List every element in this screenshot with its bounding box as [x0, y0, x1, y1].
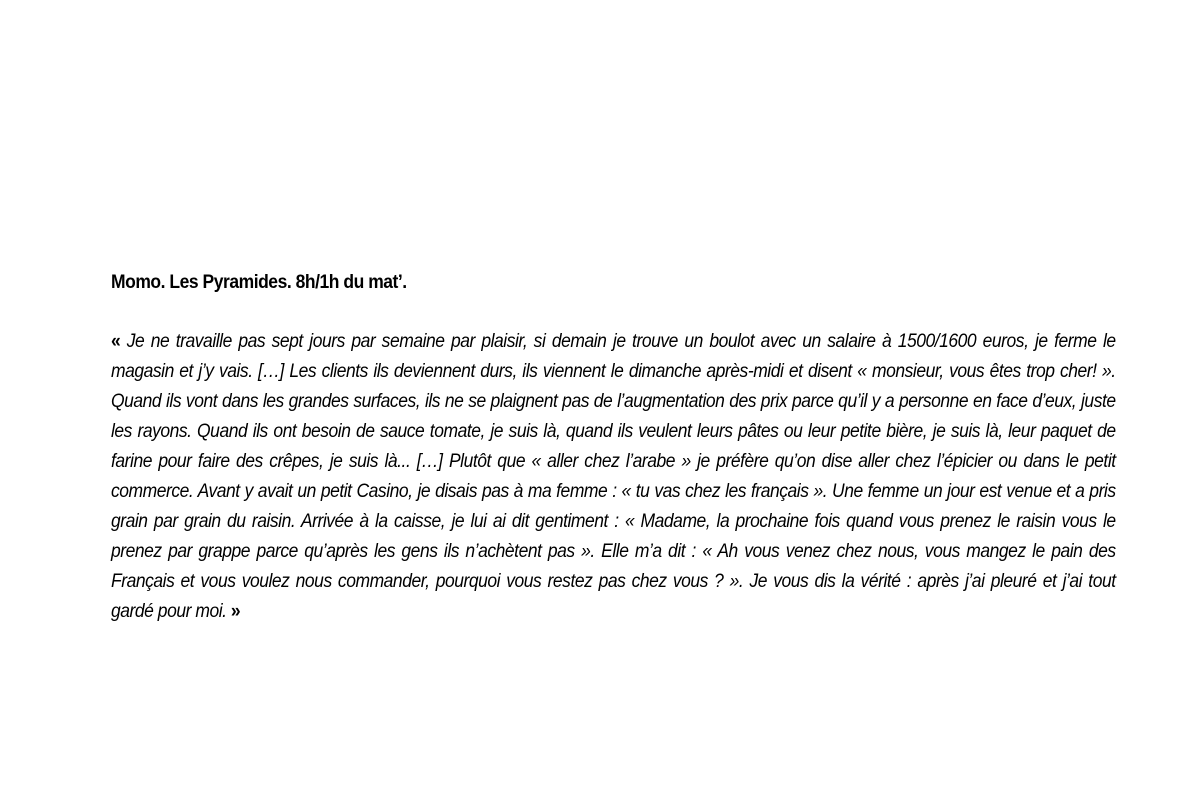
heading: Momo. Les Pyramides. 8h/1h du mat’. [111, 272, 407, 293]
quote-paragraph [111, 327, 1116, 627]
quote-text: Je ne travaille pas sept jours par semaine par plaisir, si demain je trouve un boulot avec un salaire à 1500/1600 euros, je ferme le magasin et j’y vais. […] Les clients ils deviennent durs, ils viennent le dimanche après-midi et disent « monsieur, vous êtes trop cher! ». Quand ils vont dans les grandes surfaces, ils ne se plaignent pas de l’augmentation des prix parce qu’il y a personne en face d’eux, juste les rayons. Quand ils ont besoin de sauce tomate, je suis là, quand ils veulent leurs pâtes ou leur petite bière, je suis là, leur paquet de farine pour faire des crêpes, je suis là... […] Plutôt que « aller chez l’arabe » je préfère qu’on dise aller chez l’épicier ou dans le petit commerce. Avant y avait un petit Casino, je disais pas à ma femme : « tu vas chez les français ». Une femme un jour est venue et a pris grain par grain du raisin. Arrivée à la caisse, je lui ai dit gentiment : « Madame, la prochaine fois quand vous prenez le raisin vous le prenez par grappe parce qu’après les gens ils n’achètent pas ». Elle m’a dit : « Ah vous venez chez nous, vous mangez le pain des Français et vous voulez nous commander, pourquoi vous restez pas chez vous ? ». Je vous dis la vérité : après j’ai pleuré et j’ai tout gardé pour moi. [111, 331, 1116, 622]
closing-guillemet: » [230, 601, 241, 622]
opening-guillemet: « [111, 331, 121, 352]
document-page [111, 268, 1115, 627]
